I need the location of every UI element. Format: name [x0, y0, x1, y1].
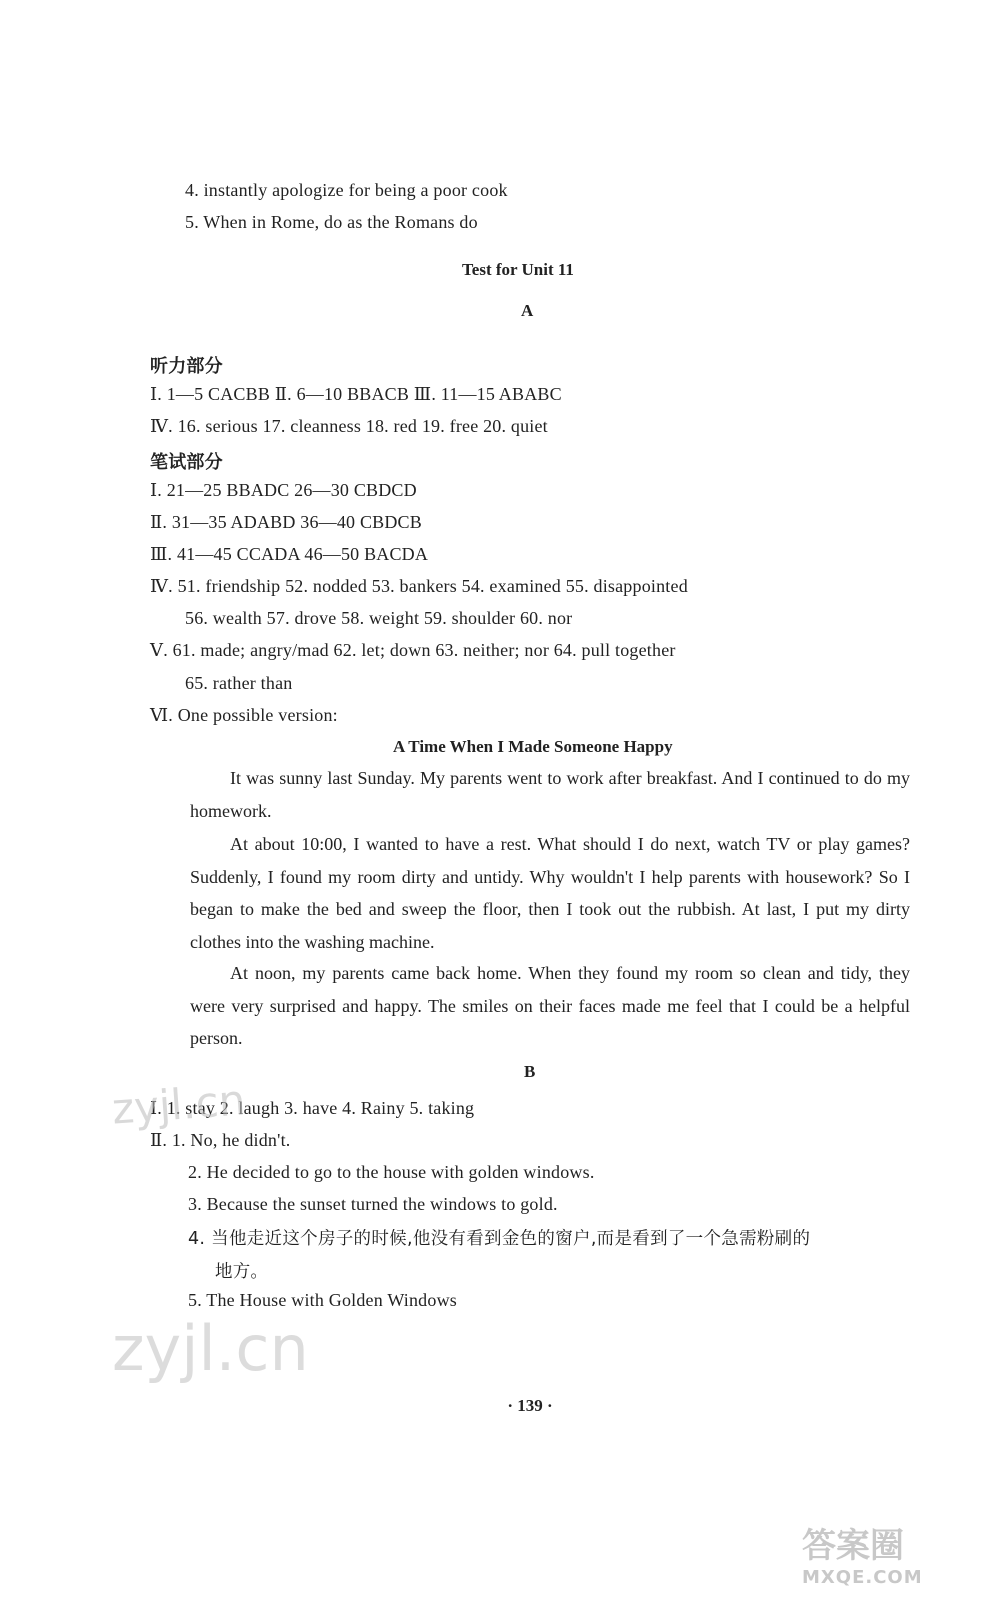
- answer-line: 4. 当他走近这个房子的时候,他没有看到金色的窗户,而是看到了一个急需粉刷的: [188, 1229, 811, 1249]
- essay-paragraph: At noon, my parents came back home. When they found my room so clean and tidy, they were very surprised and happy. The smiles on their faces made me feel that I could be a helpful person.: [190, 963, 910, 1049]
- answer-line: Ⅰ. 1. stay 2. laugh 3. have 4. Rainy 5. taking: [150, 1098, 475, 1118]
- answer-line: 65. rather than: [185, 673, 293, 693]
- answer-line: 4. instantly apologize for being a poor cook: [185, 180, 508, 200]
- section-b-heading: B: [524, 1062, 536, 1081]
- answer-line: Ⅱ. 31—35 ADABD 36—40 CBDCB: [150, 512, 422, 532]
- answer-line: Ⅴ. 61. made; angry/mad 62. let; down 63. neither; nor 64. pull together: [150, 640, 676, 660]
- watermark-logo: zyjl.cn: [112, 1312, 309, 1385]
- answer-line: 5. The House with Golden Windows: [188, 1290, 457, 1310]
- answer-line: Ⅱ. 1. No, he didn't.: [150, 1130, 291, 1150]
- answer-line: Ⅲ. 41—45 CCADA 46—50 BACDA: [150, 544, 429, 564]
- written-heading: 笔试部分: [150, 452, 223, 473]
- answer-line: 56. wealth 57. drove 58. weight 59. shoulder 60. nor: [185, 608, 573, 628]
- answer-line: 2. He decided to go to the house with golden windows.: [188, 1162, 595, 1182]
- answer-line: Ⅳ. 16. serious 17. cleanness 18. red 19. free 20. quiet: [150, 416, 548, 436]
- listening-heading: 听力部分: [150, 356, 223, 377]
- answer-line: Ⅰ. 21—25 BBADC 26—30 CBDCD: [150, 480, 417, 500]
- answer-line: Ⅵ. One possible version:: [150, 705, 338, 725]
- watermark-logo: zyjl.cn: [110, 1075, 247, 1134]
- answer-line: Ⅰ. 1—5 CACBB Ⅱ. 6—10 BBACB Ⅲ. 11—15 ABABC: [150, 384, 562, 404]
- watermark-mxqe-en: MXQE.COM: [802, 1567, 923, 1588]
- answer-line: 5. When in Rome, do as the Romans do: [185, 212, 478, 232]
- essay-paragraph: At about 10:00, I wanted to have a rest. What should I do next, watch TV or play games? Suddenly, I found my room dirty and untidy. Why wouldn't I help parents with housework? So I began to make the bed and sweep the floor, then I took out the rubbish. At last, I put my dirty clothes into the washing machine.: [190, 834, 910, 952]
- page-number: · 139 ·: [507, 1396, 553, 1415]
- essay-title: A Time When I Made Someone Happy: [393, 737, 673, 756]
- answer-line: 地方。: [215, 1262, 269, 1282]
- test-title: Test for Unit 11: [462, 260, 574, 279]
- answer-line: Ⅳ. 51. friendship 52. nodded 53. bankers 54. examined 55. disappointed: [150, 576, 688, 596]
- section-a-heading: A: [521, 301, 534, 320]
- essay-paragraph: It was sunny last Sunday. My parents went to work after breakfast. And I continued to do my homework.: [190, 768, 910, 821]
- answer-line: 3. Because the sunset turned the windows to gold.: [188, 1194, 558, 1214]
- watermark-mxqe-logo: [802, 1518, 972, 1590]
- watermark-mxqe-cn: 答案圈: [802, 1526, 904, 1566]
